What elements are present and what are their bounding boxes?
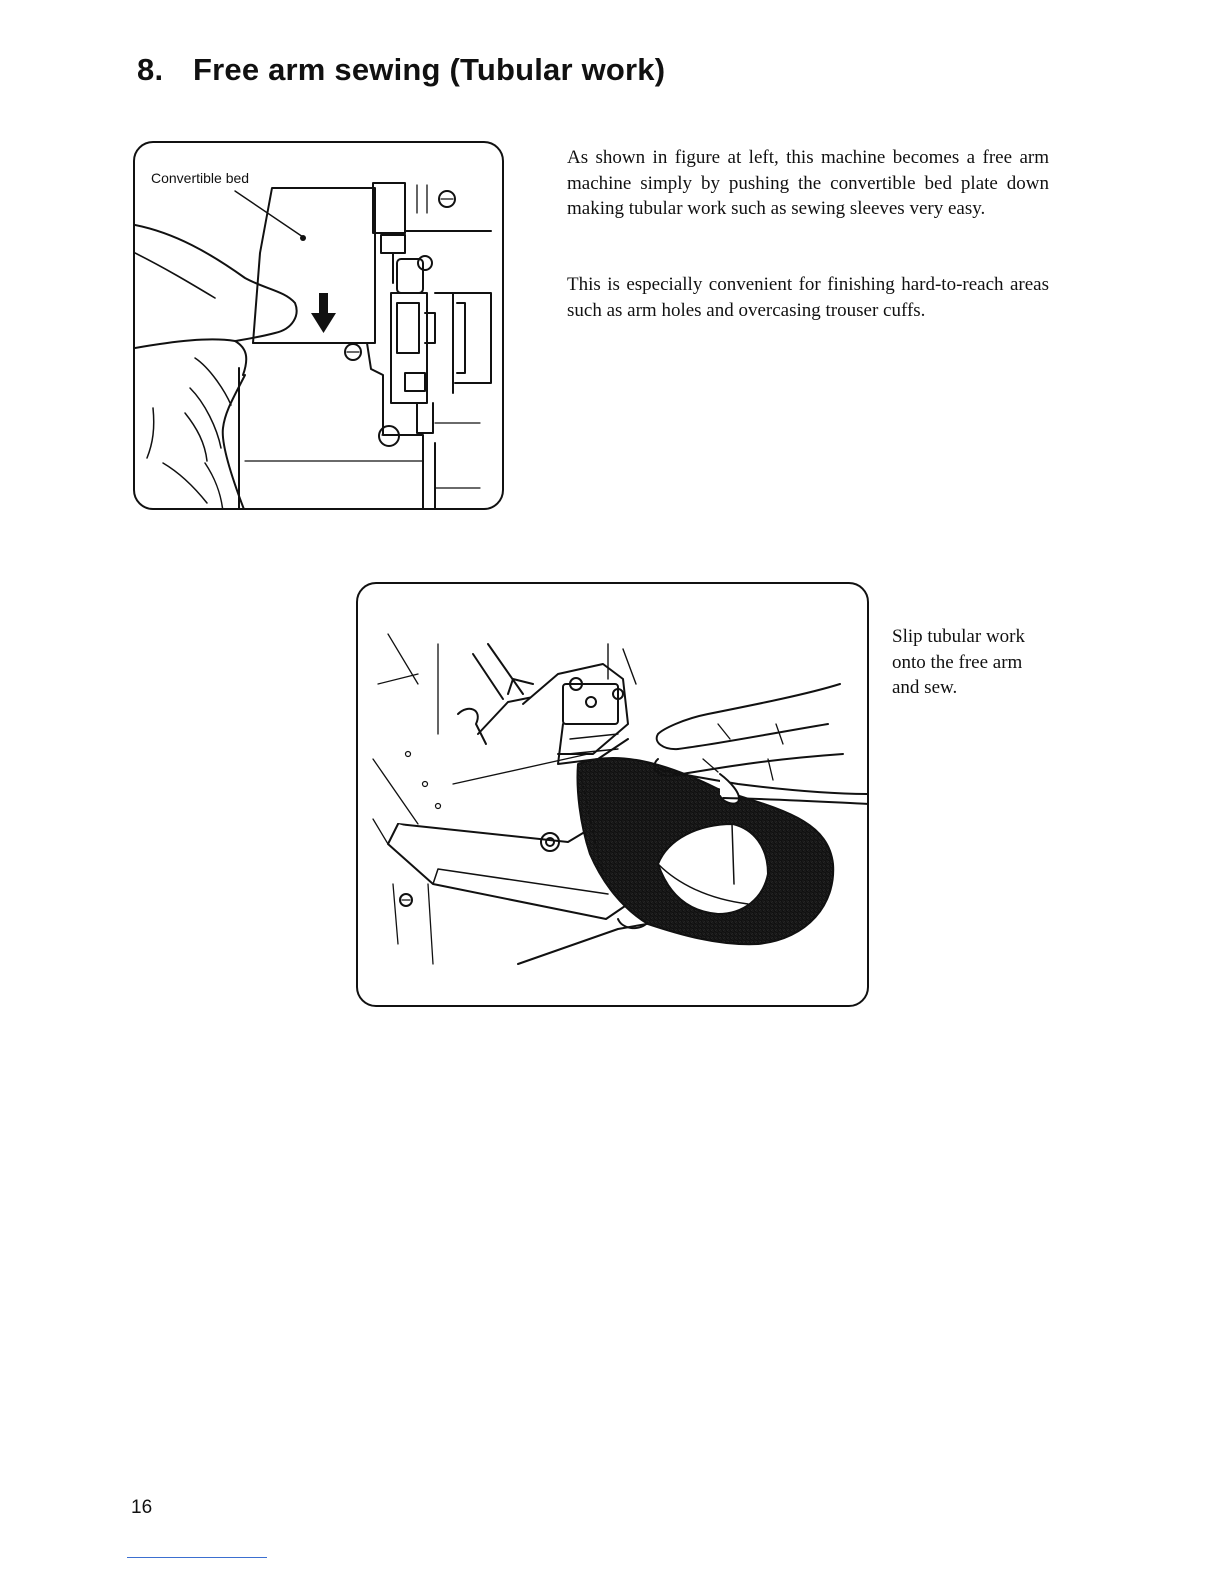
footer-line	[127, 1557, 267, 1558]
section-title-text: Free arm sewing (Tubular work)	[193, 52, 666, 87]
description-paragraph: As shown in figure at left, this machine becomes a free arm machine simply by pushing the convertible bed plate down making tubular work such as sewing sleeves very easy.	[567, 147, 1049, 219]
section-number: 8.	[137, 52, 164, 87]
figure-tubular-work	[356, 582, 869, 1007]
tubular-work-illustration	[358, 584, 869, 1007]
convenience-paragraph: This is especially convenient for finishing hard-to-reach areas such as arm holes and overcasing trouser cuffs.	[567, 274, 1049, 321]
convertible-bed-callout: Convertible bed	[151, 170, 250, 186]
page-number: 16	[131, 1497, 153, 1518]
convertible-bed-illustration	[135, 143, 504, 510]
tubular-work-instruction: Slip tubular work onto the free arm and sew.	[892, 626, 1025, 698]
section-title	[137, 52, 665, 88]
figure-convertible-bed	[133, 141, 504, 510]
